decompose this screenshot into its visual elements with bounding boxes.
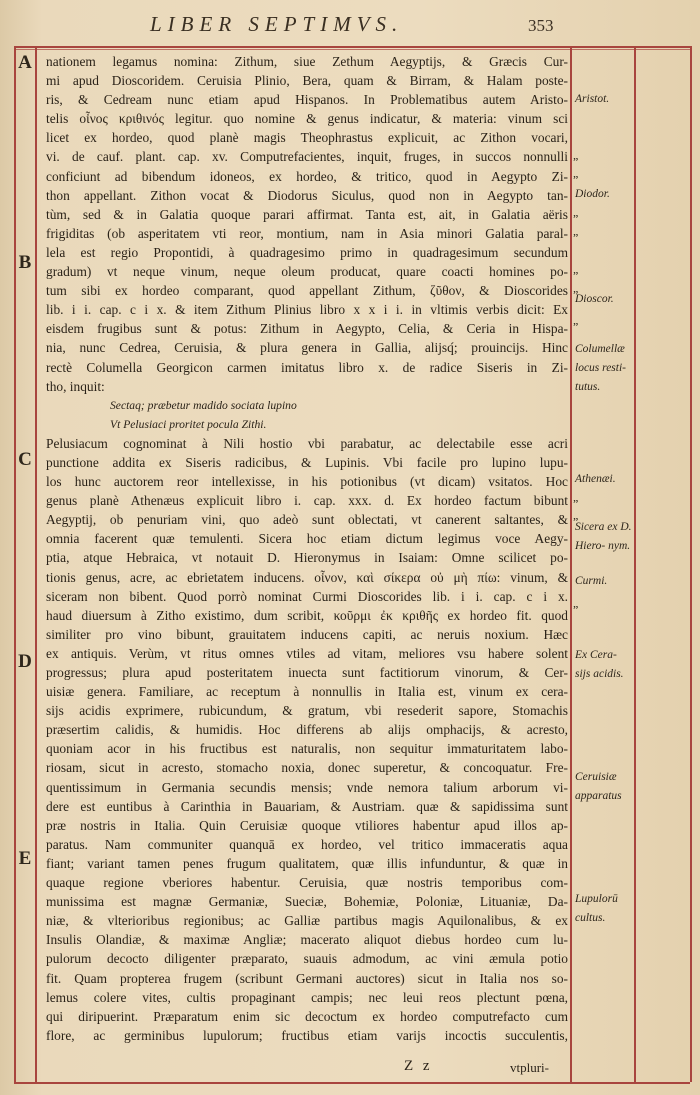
text-line: vi. de cauf. plant. cap. xv. Computrefacientes, inquit, fruges, in succos nonnulli [46,149,568,165]
text-line: genus planè Athenæus explicuit libro i. cap. xxx. d. Ex hordeo factum bibunt [46,493,568,509]
margin-note: Diodor. [575,188,610,200]
quote-mark: „ [573,281,579,295]
section-letter: A [18,52,32,73]
text-line: lemus colere vites, cultis propaginant campis; nec leui reos plectunt pœna, [46,989,568,1005]
text-line: telis οἶνος κριθινός legitur. quo nomine & genus indicatur, & materia: vinum sci [46,111,568,127]
quote-mark: „ [573,205,579,219]
margin-note: Lupulorū cultus. [575,893,618,924]
quote-mark: „ [573,262,579,276]
quote-mark: „ [573,166,579,180]
quote-mark: „ [573,148,579,162]
text-line: lib. i i. cap. c i x. & item Zithum Plinius libro x x i i. in vltimis verbis dicit: Ex [46,302,568,318]
text-line: lela est regio Propontidi, à quadragesimo primo in quadragesimum secundum [46,244,568,260]
text-line: quoniam acor in his fructibus est naturalis, non sequitur immaturitatem labo- [46,741,568,757]
margin-note: Columellæ locus resti- tutus. [575,343,626,393]
text-line: munissima est magnæ Germaniæ, Sueciæ, Bohemiæ, Poloniæ, Lituaniæ, Da- [46,894,568,910]
margin-note: Sicera ex D. Hiero- nym. [575,521,632,552]
frame-rule-top-double [14,49,690,50]
text-line: tùm, sed & in Galatia quoque parari affirmat. Tanta est, ait, in Galatia aëris [46,206,568,222]
text-line: ptia, atque Hebraica, vt notauit D. Hieronymus in Isaiam: Omne scilicet po- [46,550,568,566]
text-line: punctione addita ex Siseris radicibus, & Lupinis. Vbi facile pro lupino lupu- [46,454,568,470]
text-line: omnia facerent quæ temulenti. Sicera hoc etiam dictum legimus voce Aegy- [46,531,568,547]
text-line: conficiunt ad bibendum idoneos, ex hordeo, & tritico, quod in Aegypto Zi- [46,168,568,184]
text-line: eisdem frugibus sunt & potus: Zithum in Aegypto, Celia, & Ceria in Hispa- [46,321,568,337]
text-line: frigiditas (ob asperitatem vti reor, montium, nam in Asia minori Galatia paral- [46,225,568,241]
frame-rule-left-inner [35,46,37,1082]
text-line: pulorum decocto diligenter præparato, suauis admodum, ac vini æmula potio [46,951,568,967]
text-line: riosam, sicut in acresto, stomacho noxia, donec superetur, & concoquatur. Fre- [46,760,568,776]
margin-note: Ceruisiæ apparatus [575,771,622,802]
text-line: præsertim calidis, & humidis. Hoc differens ab alijs omphacijs, & acresto, [46,722,568,738]
text-line: progressus; plura apud posteritatem inuecta sunt factitiorum vinorum, & Cer- [46,665,568,680]
quote-mark: „ [573,508,579,522]
quote-mark: „ [573,490,579,504]
text-line: quentissimum in Germania secundis mensis; vnde nemora talium arborum vi- [46,779,568,795]
text-line: mi apud Dioscoridem. Ceruisia Plinio, Bera, quam & Birram, & Halam poste- [46,73,568,89]
text-line: fit. Quam propterea frugem (scribunt Germani auctores) sicut in Italia nos so- [46,970,568,986]
text-line: thon appellant. Zithon vocat & Diodorus Siculus, quod non in Aegypto tan- [46,187,568,203]
signature-mark: Z z [404,1058,433,1074]
text-line: qui diripuerint. Præparatum enim sic decoctum ex hordeo computrefacto cum [46,1008,568,1024]
main-text [46,52,568,1045]
text-line: quaque regione vberiores habentur. Ceruisia, quæ nostris temporibus com- [46,875,568,891]
quote-mark: „ [573,224,579,238]
catchword: vtpluri- [510,1060,549,1075]
section-letter: D [18,651,32,672]
margin-note: Athenæi. [575,473,616,485]
frame-rule-top [14,46,690,48]
section-letter: E [18,848,32,869]
text-line: dere est euntibus à Carinthia in Bauariam, & Austriam. quæ & sapidissima sunt [46,798,568,814]
frame-rule-text-right [570,46,572,1082]
frame-rule-right-outer [690,46,692,1082]
text-line: rectè Columella Georgicon carmen imitatus libro x. de radice Siseris in Zi- [46,359,568,375]
text-line: Sectaq; præbetur madido sociata lupino [110,398,297,412]
text-line: nationem legamus nomina: Zithum, siue Zethum Aegyptijs, & Græcis Cur- [46,54,568,69]
text-line: licet ex hordeo, quod planè magis Theophrastus explicuit, ac Zithon vocari, [46,130,568,146]
text-line: Insulis Olandiæ, & maximæ Angliæ; macerato aliquot diebus hordeo cum lu- [46,932,568,948]
text-line: fiant; variant tamen penes frugum qualitatem, quæ illis infunduntur, & quæ in [46,855,568,871]
text-line: haud diuersum à Zitho existimo, dum scribit, κοῦρμι ἐκ κριθῆς ex hordeo fit. quod [46,607,568,623]
margin-note: Ex Cera- sijs acidis. [575,649,624,680]
text-line: los hunc auctorem reor intellexisse, in his potionibus (vt dicam) vsitatos. Hoc [46,474,568,490]
text-line: tionis genus, acre, ac ebrietatem inducens. οἶνον, καὶ σίκερα οὐ μὴ πίω: vinum, & [46,569,568,585]
quote-mark: „ [573,596,579,610]
text-line: Vt Pelusiaci proritet pocula Zithi. [110,417,267,431]
quote-mark: „ [573,313,579,327]
text-line: siceram non bibent. Quod porrò nominat Curmi Dioscorides lib. i i. cap. c i x. [46,588,568,604]
margin-note: Aristot. [575,93,610,105]
running-head: LIBER SEPTIMVS. [150,12,404,36]
text-line: Aegyptij, ob penuriam vini, quo adeò sunt oblectati, vt canerent saltantes, & [46,512,568,528]
text-line: ris, & Cedream nunc etiam apud Hispanos. In Problematibus autem Aristo- [46,92,568,108]
text-line: gradum) vt neque vinum, neque oleum producat, quare coacti homines po- [46,264,568,280]
section-letter: C [18,449,32,470]
frame-rule-left-outer [14,46,16,1082]
margin-note: Curmi. [575,575,608,587]
text-line: niæ, & vlterioribus regionibus; ac Galliæ partibus magis Aquilonalibus, & ex [46,913,568,929]
text-line: uisiæ genera. Familiare, ac receptum à nonnullis in Italia est, vinum ex cera- [46,684,568,700]
page-number: 353 [528,16,554,35]
frame-rule-bottom [14,1082,690,1084]
text-line: paratus. Nam communiter quanquā ex hordeo, vel tritico immaceratis aqua [46,836,568,852]
text-line: flore, ac germinibus lupulorum; fructibus etiam varijs incoctis succulentis, [46,1027,568,1043]
text-line: ex antiquis. Verùm, vt ritus omnes vtiles ad vitam, meliores vsu habere solent [46,645,568,661]
text-line: sijs acidis exprimere, rubicundum, & gratum, vbi resederit sapore, Stomachis [46,703,568,719]
margin-note: Dioscor. [575,293,614,305]
text-line: nia, nunc Cedrea, Ceruisia, & plura genera in Gallia, alijsq́; prouincijs. Hinc [46,340,568,356]
frame-rule-margin-right [634,46,636,1082]
text-line: Pelusiacum cognominat à Nili hostio vbi parabatur, ac delectabile esse acri [46,435,568,451]
section-letter: B [18,252,32,273]
text-line: similiter pro vino bibunt, grauitatem inducens capiti, ac neruis noxium. Hæc [46,626,568,642]
text-line: tho, inquit: [46,378,105,394]
text-line: tum sibi ex hordeo comparant, quod appellant Zithum, ζῦθον, & Dioscorides [46,283,568,299]
text-line: præ nostris in Italia. Quin Ceruisiæ quoque vtiliores habentur apud illos ap- [46,817,568,833]
